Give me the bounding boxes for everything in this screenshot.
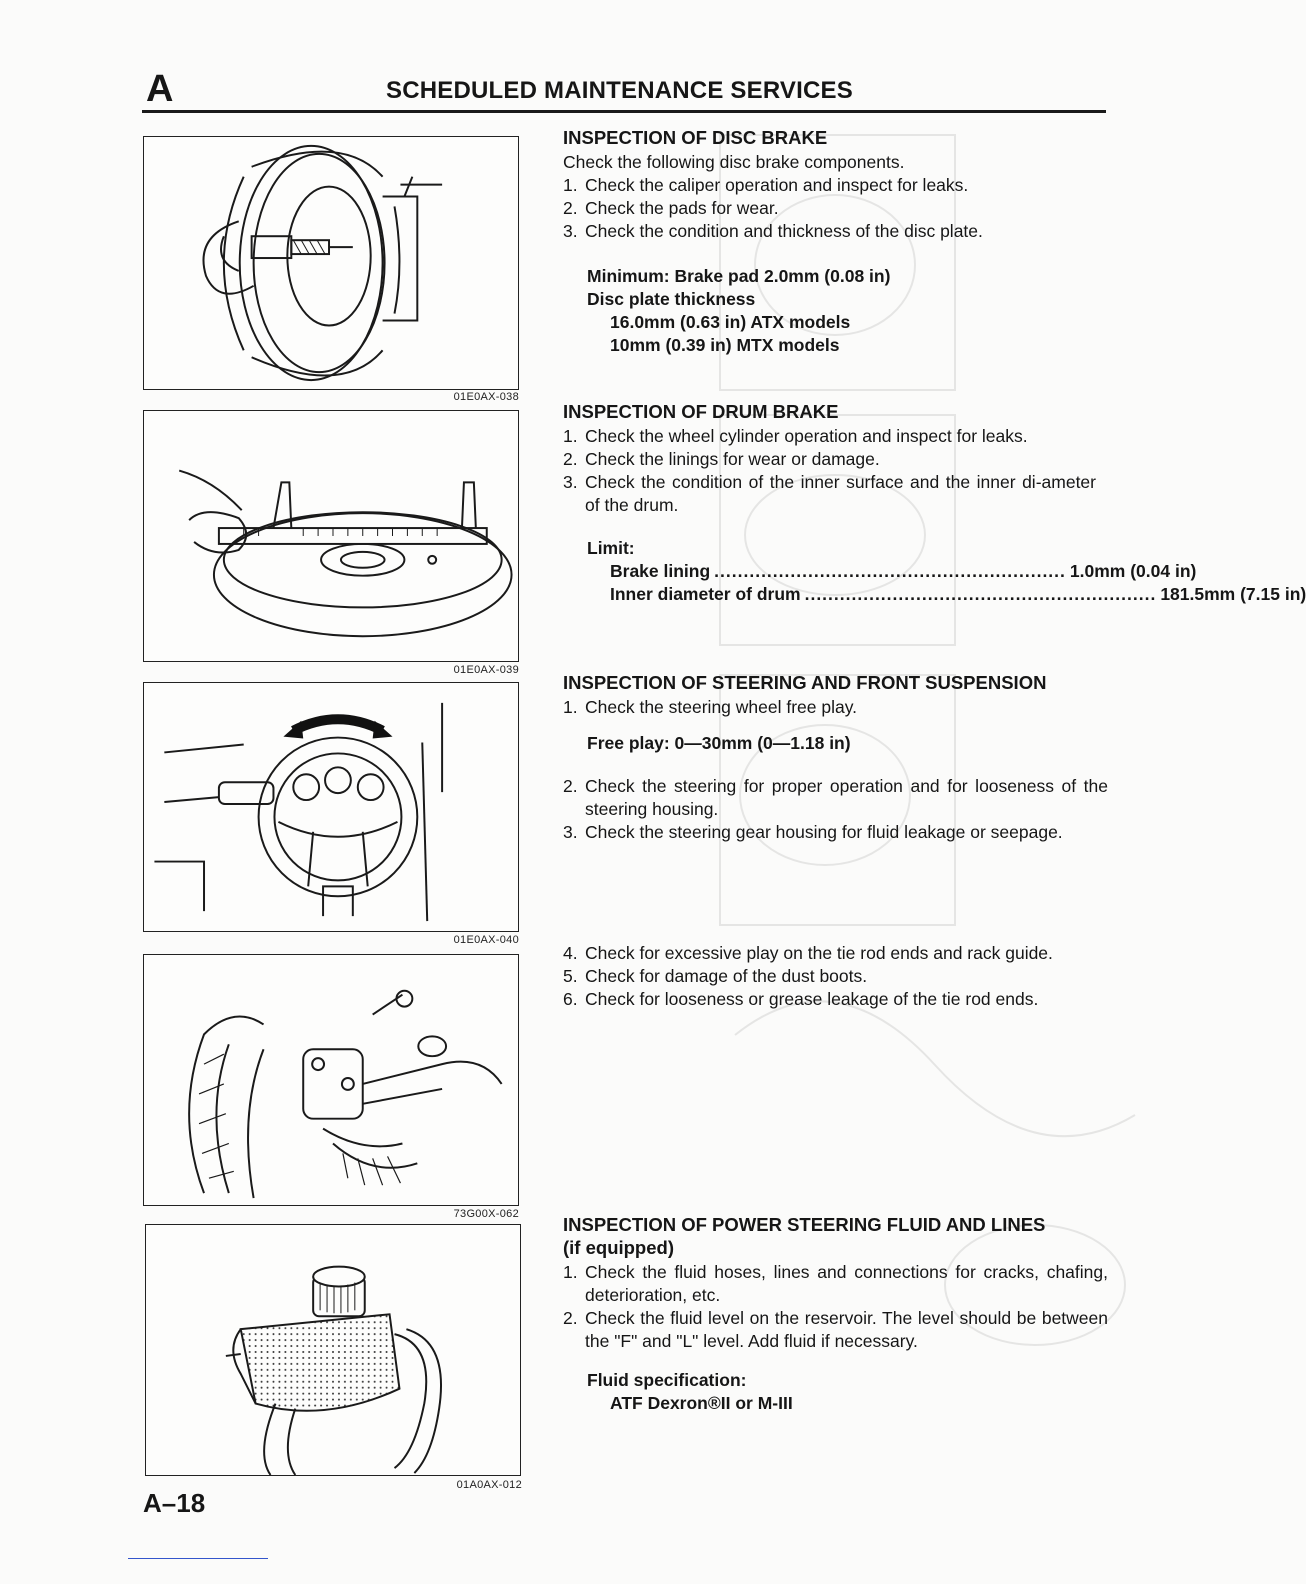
step-list <box>563 174 1108 243</box>
step-item: 2. Check the pads for wear. <box>563 198 779 218</box>
section-subheading: (if equipped) <box>563 1237 674 1258</box>
link-underline <box>128 1558 268 1559</box>
figure-code: 01E0AX-038 <box>453 391 519 403</box>
figure-tie-rod <box>143 954 519 1206</box>
step-item: 2. Check the steering for proper operation and for looseness of the steering housing. <box>563 776 1108 819</box>
section-heading: INSPECTION OF POWER STEERING FLUID AND LINES <box>563 1214 1046 1235</box>
figure-code: 01E0AX-039 <box>453 664 519 676</box>
spec-fluid-label: Fluid specification: <box>587 1370 747 1390</box>
spec-free-play: Free play: 0—30mm (0—1.18 in) <box>587 733 851 753</box>
figure-code: 01A0AX-012 <box>456 1479 522 1491</box>
spec-fluid-value: ATF Dexron®II or M-III <box>610 1393 793 1413</box>
section-steering-suspension <box>563 671 1108 844</box>
section-disc-brake <box>563 126 1108 357</box>
step-item: 1. Check the steering wheel free play. <box>563 697 858 717</box>
step-item: 6. Check for looseness or grease leakage of the tie rod ends. <box>563 989 1039 1009</box>
step-item: 3. Check the condition and thickness of the disc plate. <box>563 221 983 241</box>
reservoir-illustration <box>146 1225 520 1475</box>
step-item: 4. Check for excessive play on the tie rod ends and rack guide. <box>563 943 1053 963</box>
spec-minimum: Minimum: Brake pad 2.0mm (0.08 in) <box>587 266 891 286</box>
figure-drum-brake <box>143 410 519 662</box>
step-list <box>563 425 1108 517</box>
figure-steering-wheel <box>143 682 519 932</box>
limit-brake-lining: Brake lining ............................................................ 1.0mm (0.04 in) <box>610 561 1197 581</box>
spec-mtx: 10mm (0.39 in) MTX models <box>610 335 840 355</box>
spec-atx: 16.0mm (0.63 in) ATX models <box>610 312 851 332</box>
drum-brake-illustration <box>144 411 518 661</box>
section-intro: Check the following disc brake components. <box>563 152 905 172</box>
tie-rod-illustration <box>144 955 518 1205</box>
figure-code: 01E0AX-040 <box>453 934 519 946</box>
page-number: A–18 <box>143 1488 206 1518</box>
step-item: 2. Check the linings for wear or damage. <box>563 449 880 469</box>
steering-wheel-illustration <box>144 683 518 931</box>
step-item: 3. Check the steering gear housing for fluid leakage or seepage. <box>563 822 1063 842</box>
figure-code: 73G00X-062 <box>453 1208 519 1220</box>
step-list <box>563 775 1108 844</box>
step-list <box>563 696 1108 719</box>
header-divider <box>142 110 1106 113</box>
step-item: 2. Check the fluid level on the reservoir. The level should be between the "F" and "L" level. Add fluid if necessary. <box>563 1308 1108 1351</box>
section-steering-continued <box>563 942 1108 1011</box>
figure-power-steering-reservoir <box>145 1224 521 1476</box>
disc-brake-illustration <box>144 137 518 389</box>
step-list <box>563 942 1108 1011</box>
step-list <box>563 1261 1108 1353</box>
step-item: 1. Check the caliper operation and inspect for leaks. <box>563 175 969 195</box>
limit-drum-diameter: Inner diameter of drum ............................................................ 181.5mm (7.15 in) <box>610 584 1306 604</box>
section-power-steering <box>563 1213 1108 1415</box>
step-item: 5. Check for damage of the dust boots. <box>563 966 868 986</box>
limit-label: Limit: <box>587 538 635 558</box>
figure-disc-brake <box>143 136 519 390</box>
step-item: 1. Check the wheel cylinder operation and inspect for leaks. <box>563 426 1028 446</box>
section-drum-brake <box>563 400 1306 606</box>
step-item: 1. Check the fluid hoses, lines and connections for cracks, chafing, deterioration, etc. <box>563 1262 1108 1305</box>
page-header-title: SCHEDULED MAINTENANCE SERVICES <box>386 77 853 104</box>
section-heading: INSPECTION OF DRUM BRAKE <box>563 401 839 422</box>
step-item: 3. Check the condition of the inner surface and the inner di-ameter of the drum. <box>563 472 1096 515</box>
section-heading: INSPECTION OF DISC BRAKE <box>563 127 828 148</box>
spec-disc-thickness: Disc plate thickness <box>587 289 756 309</box>
section-letter: A <box>146 68 174 110</box>
section-heading: INSPECTION OF STEERING AND FRONT SUSPENSION <box>563 672 1047 693</box>
